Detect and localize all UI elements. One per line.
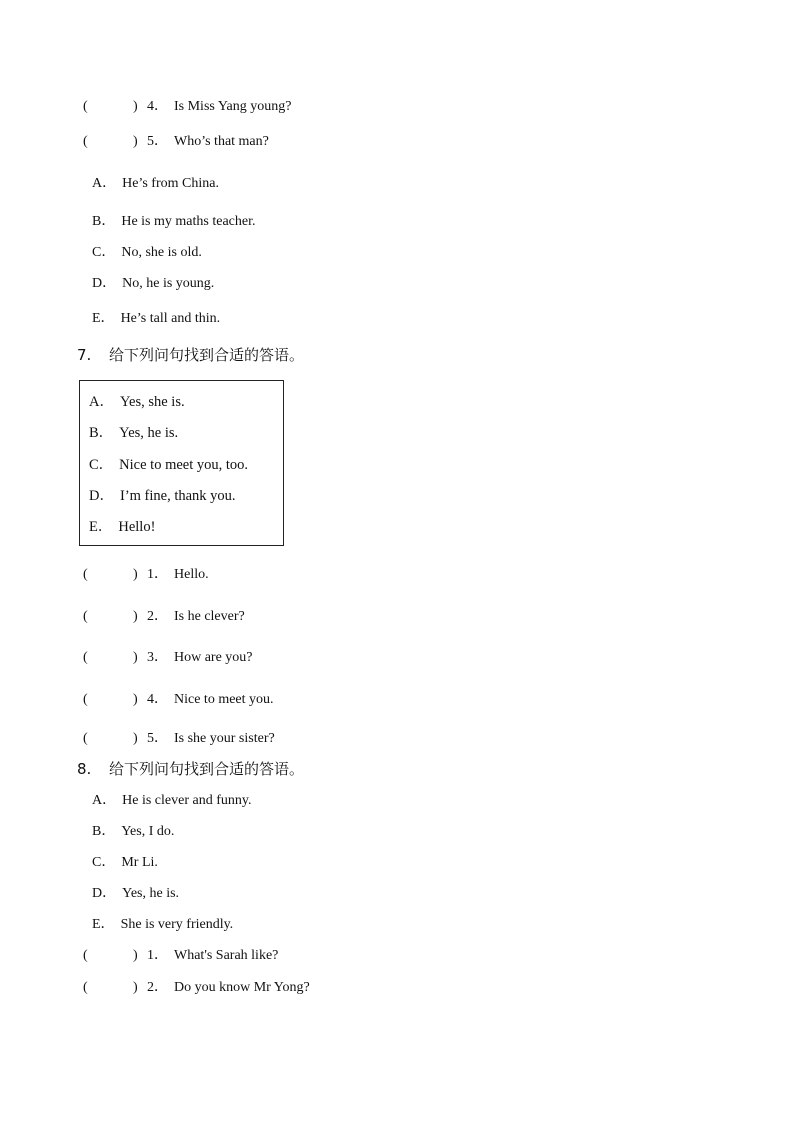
answer-blank-open: ( [83,980,88,995]
question-number: 1． [147,948,168,963]
answer-option [92,213,255,231]
question-item [83,947,278,965]
answer-blank-close: ) [133,731,138,746]
question-item [83,608,245,626]
question-item [83,649,253,667]
option-letter: D． [89,488,114,504]
answer-blank-close: ) [133,692,138,707]
question-item [83,730,275,748]
answer-option [92,310,220,328]
answer-blank-open: ( [83,692,88,707]
section-heading [77,760,304,778]
question-text: Is he clever? [174,609,245,624]
answer-blank-close: ) [133,948,138,963]
question-item [83,98,291,116]
section-heading [77,346,304,364]
option-text: No, she is old. [121,245,202,260]
question-text: Is she your sister? [174,731,275,746]
answer-option [92,792,251,810]
section-instruction: 给下列问句找到合适的答语。 [109,346,305,364]
answer-blank-open: ( [83,567,88,582]
option-letter: B． [89,425,114,441]
option-text: He is my maths teacher. [121,214,256,229]
option-letter: A． [92,793,117,808]
answer-blank-open: ( [83,134,88,149]
option-text: Nice to meet you, too. [119,457,249,473]
option-text: He’s tall and thin. [120,311,221,326]
section-number: 7. [77,346,92,364]
question-text: Do you know Mr Yong? [174,980,310,995]
option-text: Yes, he is. [122,886,180,901]
answer-blank-close: ) [133,134,138,149]
option-letter: D． [92,276,117,291]
option-letter: B． [92,214,116,229]
answer-blank-close: ) [133,980,138,995]
section-number: 8. [77,760,92,778]
answer-blank-close: ) [133,99,138,114]
answer-blank-open: ( [83,731,88,746]
question-item [83,566,209,584]
option-text: Yes, she is. [119,394,185,410]
question-number: 2． [147,980,168,995]
option-text: Hello! [118,519,156,535]
option-letter: D． [92,886,117,901]
section-instruction: 给下列问句找到合适的答语。 [109,760,305,778]
option-letter: E． [92,311,115,326]
answer-option [92,175,219,193]
answer-option [92,916,233,934]
box-option [89,456,248,474]
answer-blank-open: ( [83,99,88,114]
question-number: 5． [147,731,168,746]
box-option [89,424,178,442]
option-letter: C． [92,245,116,260]
question-item [83,691,274,709]
box-option [89,487,236,505]
option-letter: E． [92,917,115,932]
question-text: What's Sarah like? [174,948,279,963]
option-letter: C． [89,457,114,473]
answer-option [92,275,214,293]
option-text: Yes, he is. [119,425,179,441]
question-number: 3． [147,650,168,665]
option-letter: E． [89,519,113,535]
question-number: 2． [147,609,168,624]
option-letter: C． [92,855,116,870]
answer-blank-close: ) [133,609,138,624]
question-number: 1． [147,567,168,582]
question-item [83,979,310,997]
option-text: Mr Li. [121,855,158,870]
option-text: Yes, I do. [121,824,175,839]
question-text: How are you? [174,650,253,665]
option-text: She is very friendly. [120,917,234,932]
question-text: Who’s that man? [174,134,269,149]
box-option [89,518,155,536]
box-option [89,393,185,411]
answer-blank-close: ) [133,567,138,582]
answer-option [92,854,158,872]
option-text: No, he is young. [122,276,215,291]
option-text: I’m fine, thank you. [119,488,236,504]
option-text: He is clever and funny. [122,793,252,808]
question-number: 4． [147,692,168,707]
question-text: Hello. [174,567,209,582]
answer-blank-open: ( [83,609,88,624]
answer-blank-close: ) [133,650,138,665]
answer-option [92,823,174,841]
answer-option [92,244,202,262]
question-text: Nice to meet you. [174,692,274,707]
answer-blank-open: ( [83,650,88,665]
question-number: 5． [147,134,168,149]
question-item [83,133,269,151]
option-letter: A． [89,394,114,410]
option-text: He’s from China. [122,176,219,191]
question-text: Is Miss Yang young? [174,99,292,114]
question-number: 4． [147,99,168,114]
answer-blank-open: ( [83,948,88,963]
answer-option [92,885,179,903]
option-letter: A． [92,176,117,191]
option-letter: B． [92,824,116,839]
